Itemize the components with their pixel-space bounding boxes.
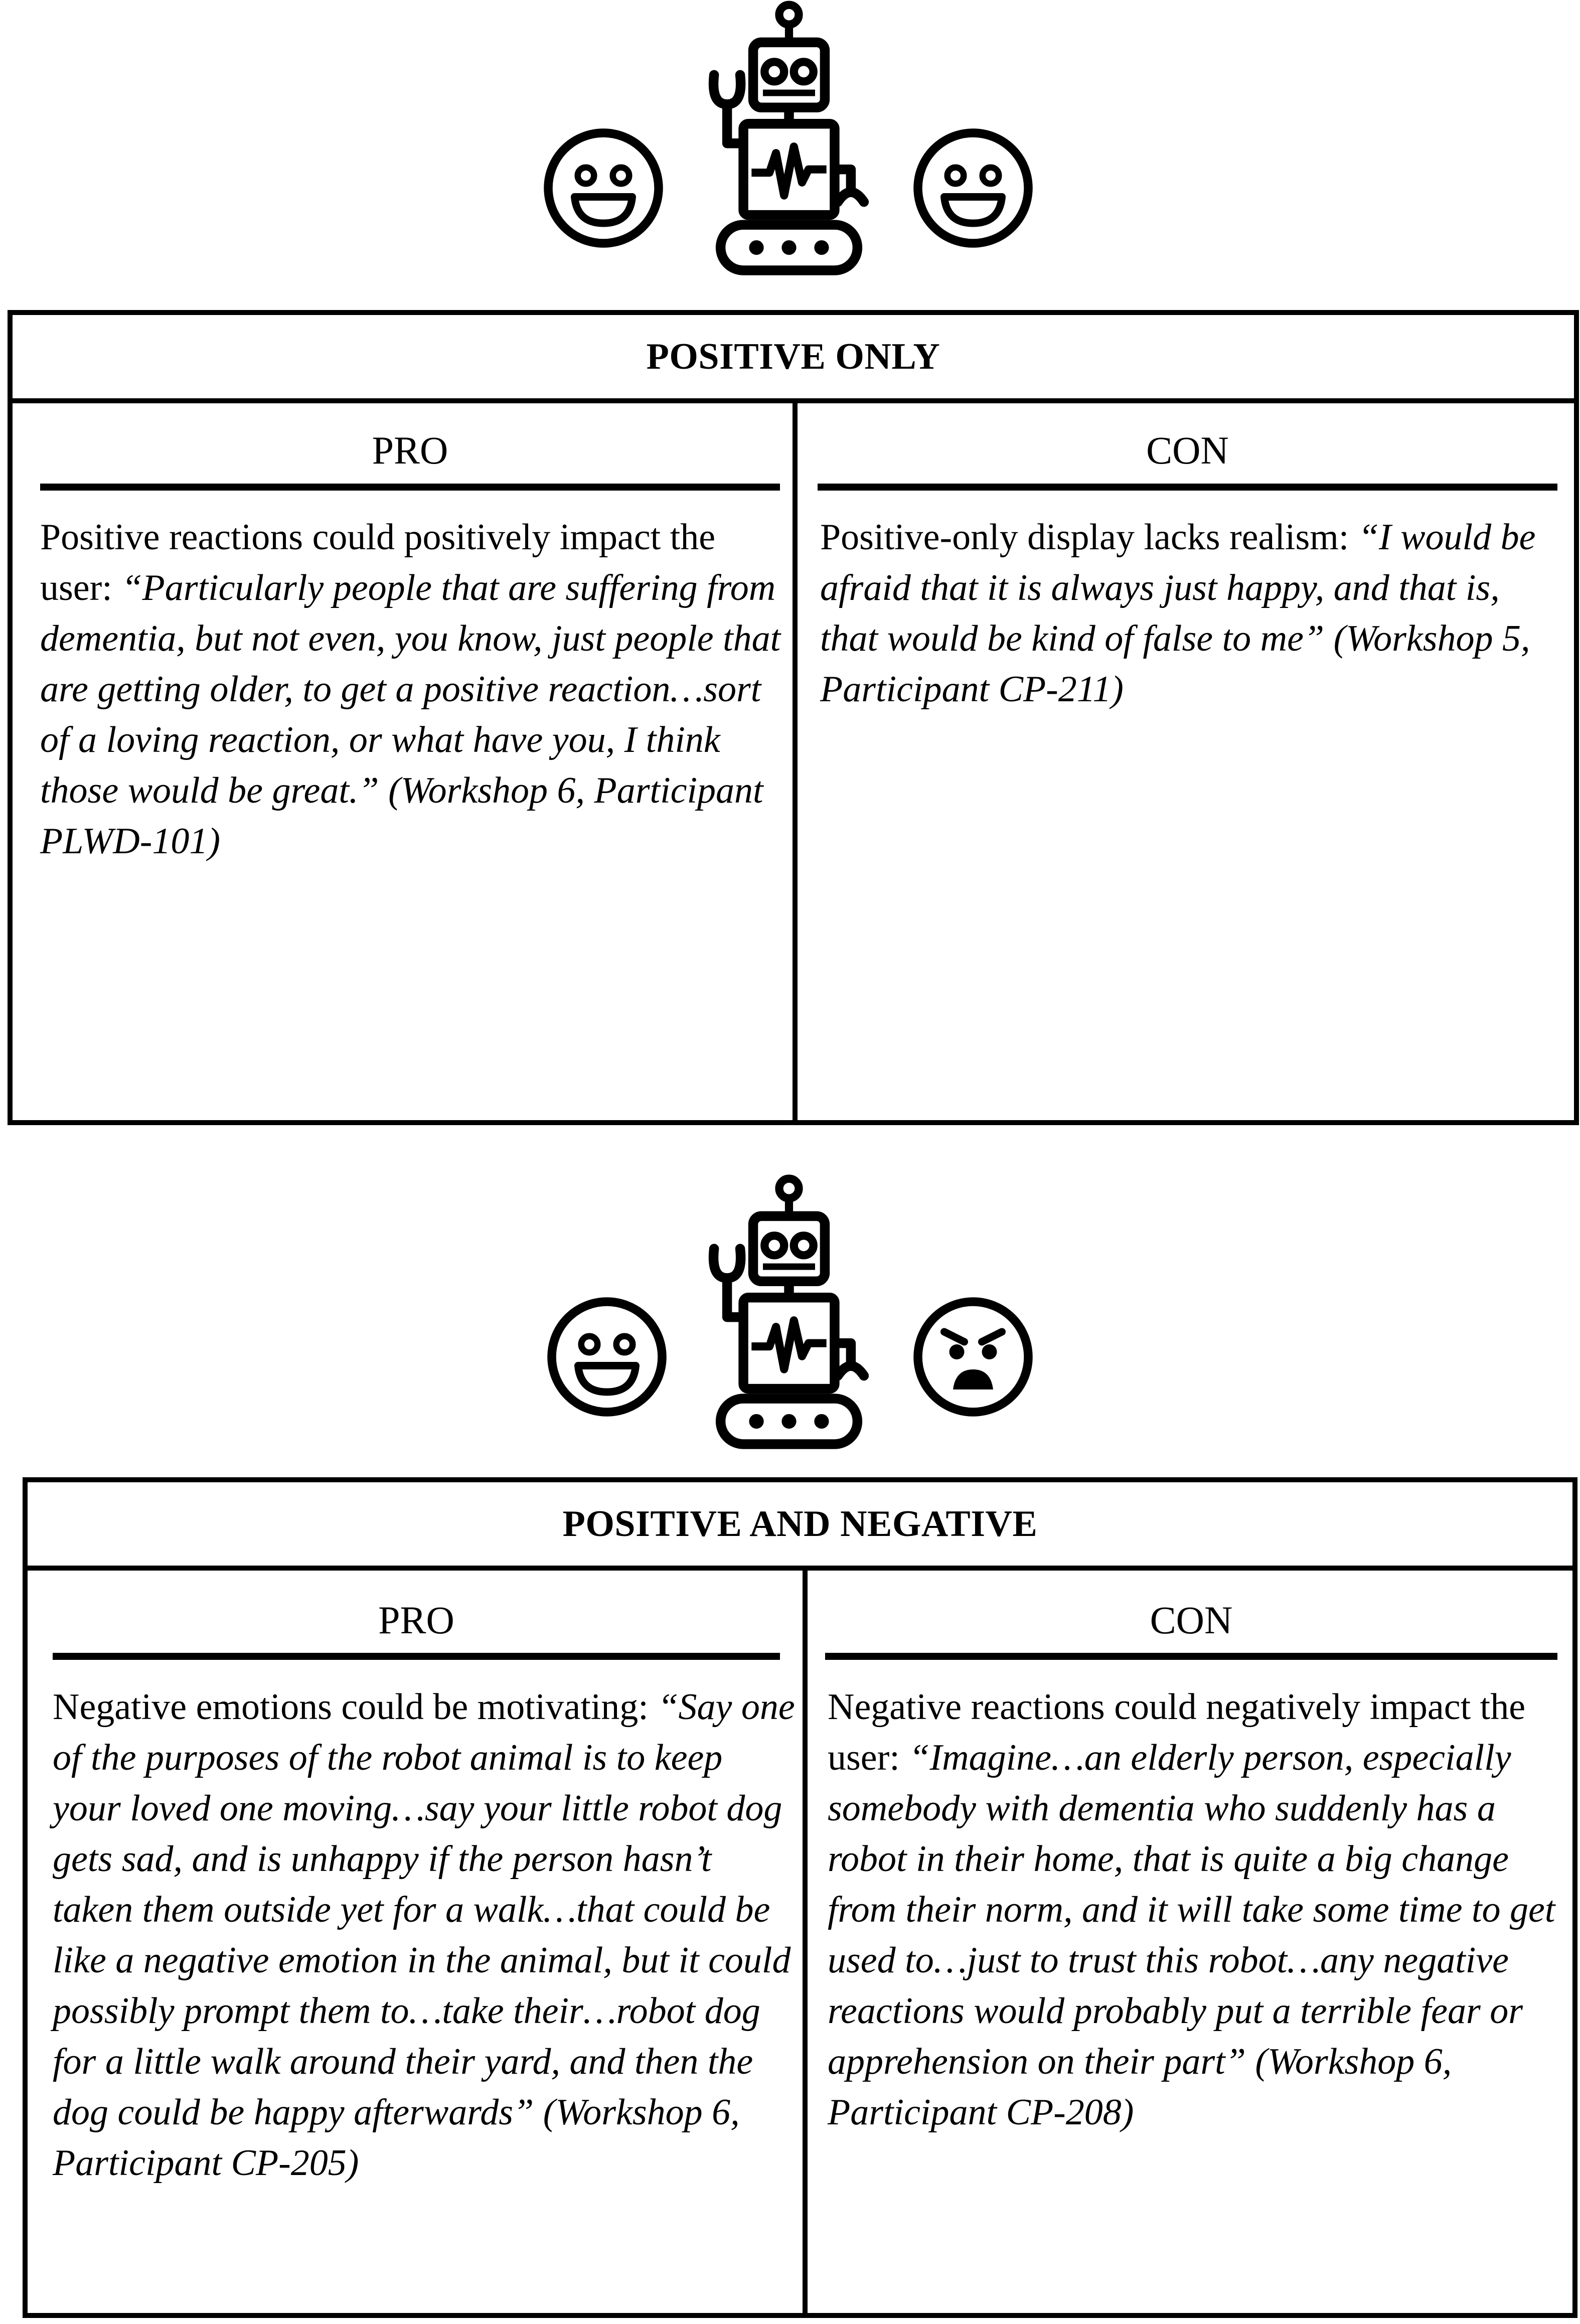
con-heading-rule [825, 1653, 1557, 1660]
panel-title: POSITIVE ONLY [13, 315, 1574, 403]
pro-heading-rule [53, 1653, 780, 1660]
pro-text [40, 512, 782, 867]
robot-icon [691, 1174, 887, 1451]
con-intro: Positive-only display lacks realism: [820, 517, 1358, 558]
con-intro: Negative reactions could negatively impact the user: [828, 1686, 1526, 1778]
con-heading-rule [818, 484, 1557, 491]
con-text [828, 1682, 1562, 2138]
con-quote: “I would be afraid that it is always just happy, and that is, that would be kind of false to me” [820, 517, 1536, 659]
pro-source: (Workshop 6, Participant PLWD-101) [40, 770, 763, 862]
con-heading: CON [1146, 428, 1229, 472]
positive-only-panel [8, 310, 1579, 1125]
pro-heading: PRO [378, 1598, 454, 1642]
con-source: (Workshop 6, Participant CP-208) [828, 2041, 1452, 2133]
pro-text [53, 1682, 795, 2189]
con-text [820, 512, 1557, 715]
pro-intro: Positive reactions could positively impact the user: [40, 517, 716, 608]
column-divider [803, 1571, 808, 2313]
pro-source: (Workshop 6, Participant CP-205) [53, 2092, 740, 2184]
panel-title: POSITIVE AND NEGATIVE [28, 1482, 1572, 1571]
pro-intro: Negative emotions could be motivating: [53, 1686, 658, 1728]
happy-face-icon [544, 1294, 670, 1420]
positive-and-negative-panel [23, 1477, 1577, 2318]
pro-quote: “Particularly people that are suffering from dementia, but not even, you know, just people that are getting older, to get a positive reaction…sort of a loving reaction, or what have you, I think those would be great.” [40, 567, 781, 811]
con-quote: “Imagine…an elderly person, especially somebody with dementia who suddenly has a robot in their home, that is quite a big change from their norm, and it will take some time to get used to…just to trust this robot…any negative reactions would probably put a terrible fear or apprehension on their part” [828, 1737, 1555, 2082]
happy-face-icon [541, 125, 666, 251]
column-divider [793, 403, 798, 1120]
pro-quote: “Say one of the purposes of the robot animal is to keep your loved one moving…say your little robot dog gets sad, and is unhappy if the person hasn’t taken them outside yet for a walk…that could be like a negative emotion in the animal, but it could possibly prompt them to…take their…robot dog for a little walk around their yard, and then the dog could be happy afterwards” [53, 1686, 795, 2133]
robot-icon [691, 0, 887, 277]
pro-heading-rule [40, 484, 780, 491]
con-heading: CON [1150, 1598, 1233, 1642]
pro-heading: PRO [372, 428, 448, 472]
happy-face-icon [910, 125, 1036, 251]
angry-face-icon [910, 1294, 1036, 1420]
con-source: (Workshop 5, Participant CP-211) [820, 618, 1530, 710]
